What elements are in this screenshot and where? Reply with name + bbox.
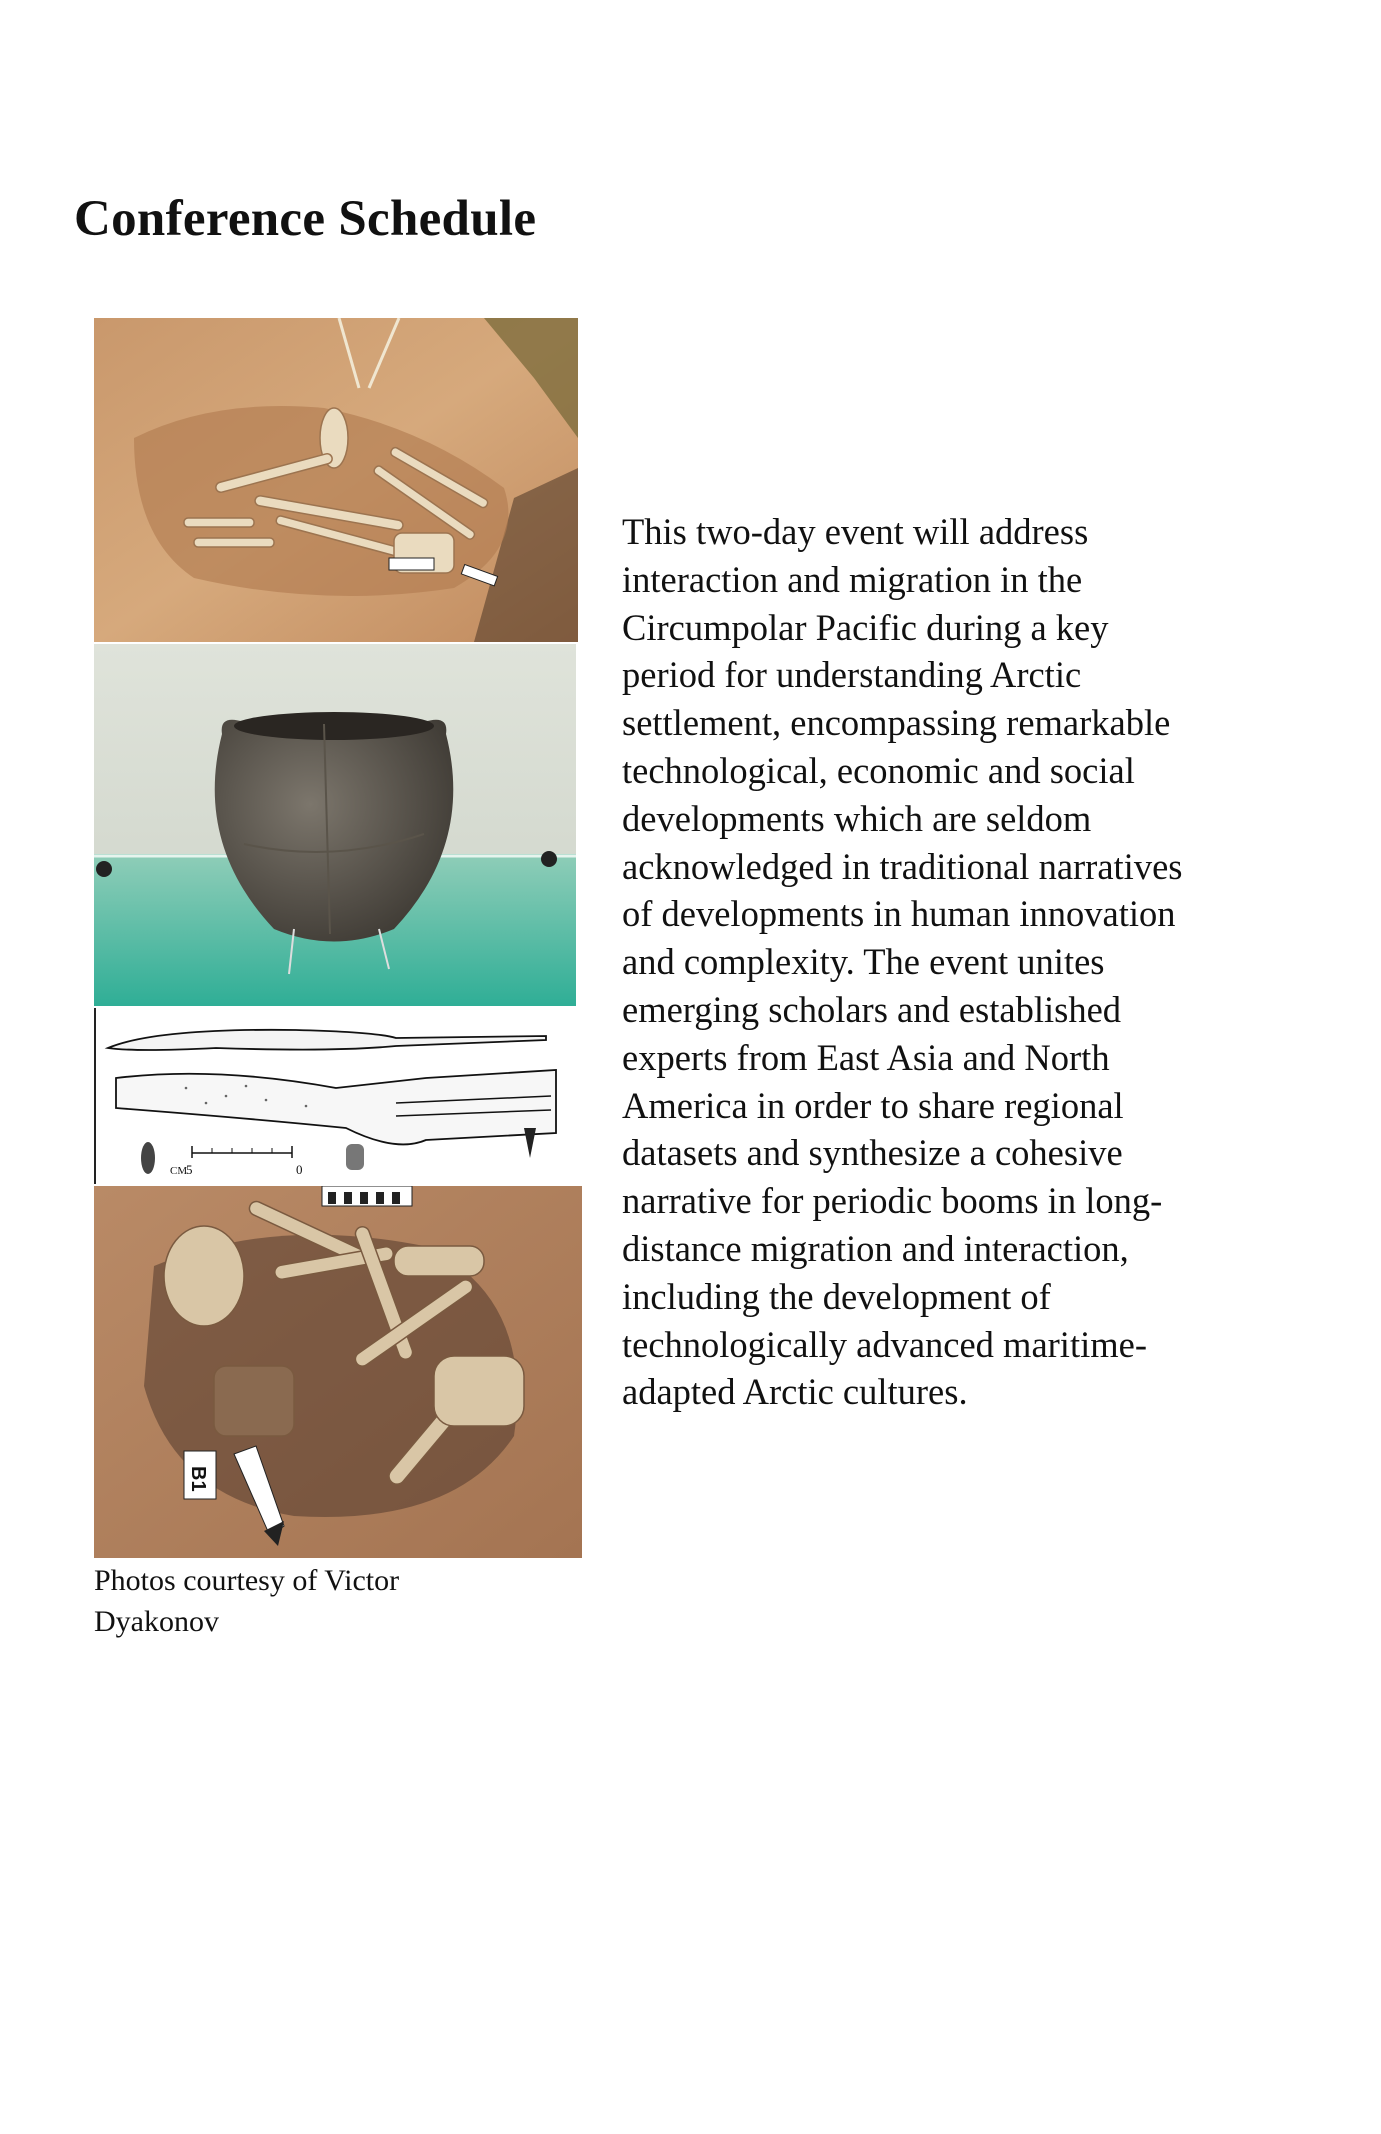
artifact-drawing-image (94, 1008, 576, 1184)
scale-unit-label: CM (170, 1165, 188, 1177)
event-description: This two-day event will address interaction and migration in the Circumpolar Pacific during a key period for understanding Arctic settlement, encompassing remarkable technological, economic and social developments which are seldom acknowledged in traditional narratives of developments in human innovation and complexity. The event unites emerging scholars and established experts from East Asia and North America in order to share regional datasets and synthesize a cohesive narrative for periodic booms in long- distance migration and interaction, including the development of technologically advanced maritime- adapted Arctic cultures. (622, 511, 1183, 1413)
excavated-skeleton-image (94, 318, 578, 642)
page-title: Conference Schedule (74, 191, 537, 247)
scale-start-label: 5 (186, 1162, 193, 1177)
marker-label: B1 (187, 1466, 209, 1492)
burial-excavation-image (94, 1186, 582, 1558)
ceramic-pot-image (94, 644, 576, 1006)
photo-caption: Photos courtesy of Victor Dyakonov (94, 1564, 400, 1638)
photo-column (94, 318, 582, 1558)
scale-end-label: 0 (296, 1162, 303, 1177)
